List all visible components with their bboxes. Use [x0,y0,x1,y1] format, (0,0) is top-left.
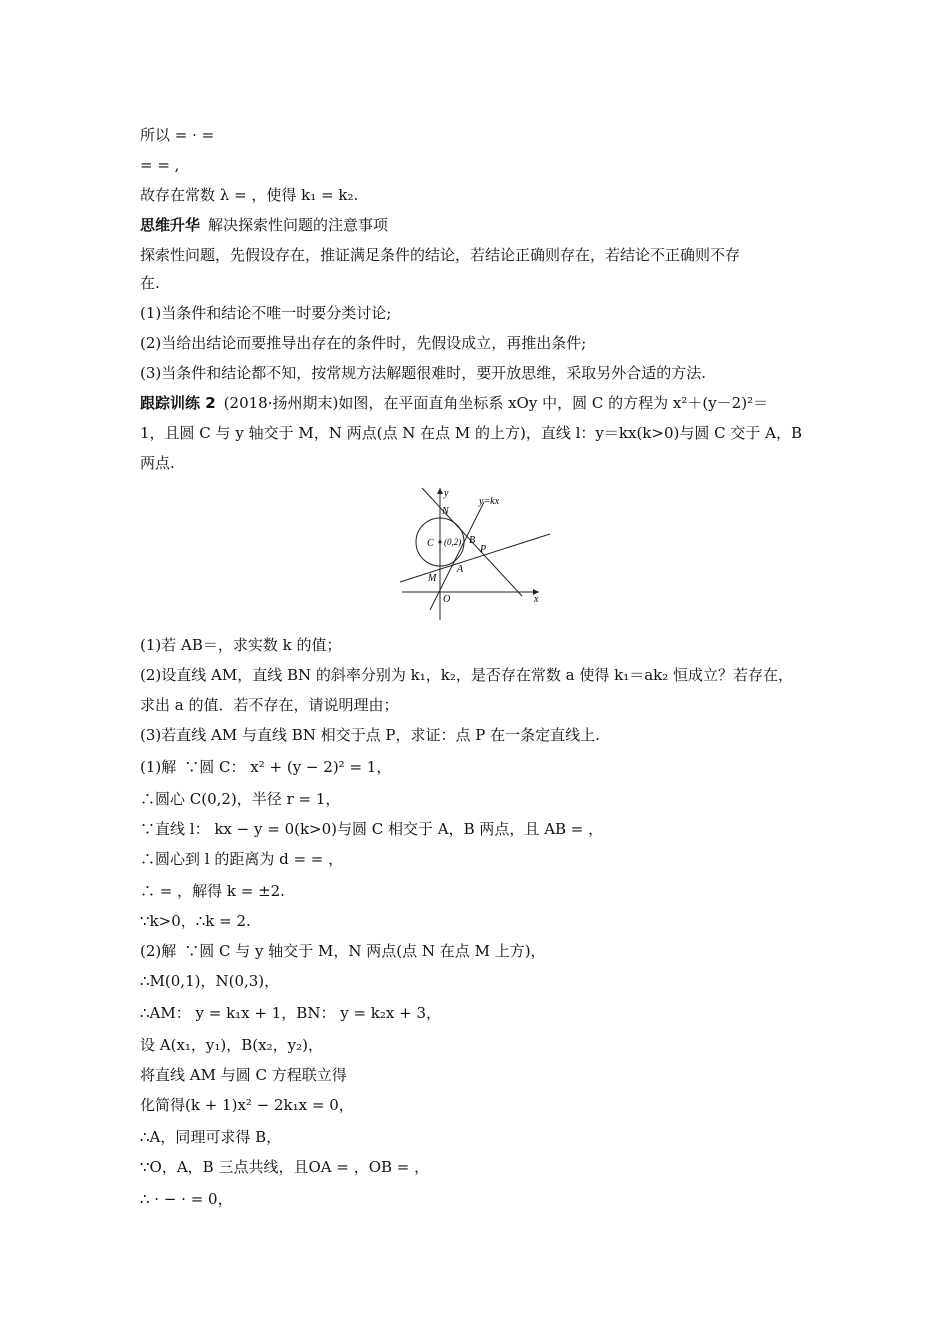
problem-text: (2018·扬州期末)如图，在平面直角坐标系 xOy 中，圆 C 的方程为 x²＋(y－2)²＝ [223,394,769,412]
text-line: ∴ = ，解得 k = ±2. [140,882,285,900]
text-line: (2)设直线 AM，直线 BN 的斜率分别为 k₁，k₂，是否存在常数 a 使得 k₁＝ak₂ 恒成立？若存在， [140,666,794,684]
text-line: = = , [140,156,180,174]
line-l-label: y=kx [479,496,500,507]
point-a: A [457,564,464,575]
point-m: M [428,573,437,584]
training-section [140,392,830,414]
text-line: ∵k>0，∴k = 2. [140,912,251,930]
x-axis-label: x [534,594,539,605]
point-b: B [469,535,476,546]
coordinate-figure [394,484,558,626]
section-label: 思维升华 [140,216,201,234]
text-line: ∴圆心到 l 的距离为 d = = ， [140,850,344,868]
solution-text: ∵圆 C： x² + (y − 2)² = 1， [184,758,392,776]
training-label: 跟踪训练 2 [140,394,216,412]
text-line: ∵O，A，B 三点共线，且OA = ，OB = ， [140,1158,430,1176]
text-line: 求出 a 的值．若不存在，请说明理由； [140,696,399,714]
text-line: 所以 = · = [140,126,215,144]
point-c: C [427,538,434,549]
text-line: (3)若直线 AM 与直线 BN 相交于点 P，求证：点 P 在一条定直线上. [140,726,600,744]
text-line: (2)当给出结论而要推导出存在的条件时，先假设成立，再推出条件; [140,334,587,352]
text-line: ∴圆心 C(0,2)，半径 r = 1， [140,790,341,808]
solution-2 [140,940,830,962]
solution-1 [140,756,830,778]
thinking-section [140,214,830,236]
y-axis-label: y [444,488,449,499]
y-arrow-icon [437,488,443,494]
text-line: ∴A，同理可求得 B， [140,1128,282,1146]
text-line: 将直线 AM 与圆 C 方程联立得 [140,1066,347,1084]
text-line: ∴ · − · = 0， [140,1190,233,1208]
center-label: (0,2) [444,537,462,547]
point-o: O [443,594,451,605]
solution-label: (2)解 [140,942,177,960]
text-line: 在. [140,274,160,292]
text-line: ∵直线 l： kx − y = 0(k>0)与圆 C 相交于 A，B 两点，且 AB = ， [140,820,604,838]
point-n: N [442,506,449,517]
text-line: 两点. [140,454,175,472]
text-line: ∴AM： y = k₁x + 1，BN： y = k₂x + 3， [140,1004,441,1022]
text-line: 化简得(k + 1)x² − 2k₁x = 0， [140,1096,354,1114]
text-line: ∴M(0,1)，N(0,3)， [140,972,280,990]
center-point [438,540,441,543]
text-line: 探索性问题，先假设存在，推证满足条件的结论，若结论正确则存在，若结论不正确则不存 [140,246,741,264]
solution-text: ∵圆 C 与 y 轴交于 M，N 两点(点 N 在点 M 上方)， [184,942,546,960]
text-line: 故存在常数 λ = ，使得 k₁ = k₂. [140,186,359,204]
text-line: (3)当条件和结论都不知，按常规方法解题很难时，要开放思维，采取另外合适的方法. [140,364,707,382]
text-line: (1)当条件和结论不唯一时要分类讨论; [140,304,392,322]
text-line: 设 A(x₁，y₁)，B(x₂，y₂)， [140,1036,323,1054]
solution-label: (1)解 [140,758,177,776]
text-line: 1，且圆 C 与 y 轴交于 M，N 两点(点 N 在点 M 的上方)，直线 l：y＝kx(k>0)与圆 C 交于 A，B [140,424,802,442]
point-p: P [480,544,487,555]
figure-svg [394,484,558,626]
section-title: 解决探索性问题的注意事项 [208,216,389,234]
text-line: (1)若 AB＝，求实数 k 的值； [140,636,342,654]
